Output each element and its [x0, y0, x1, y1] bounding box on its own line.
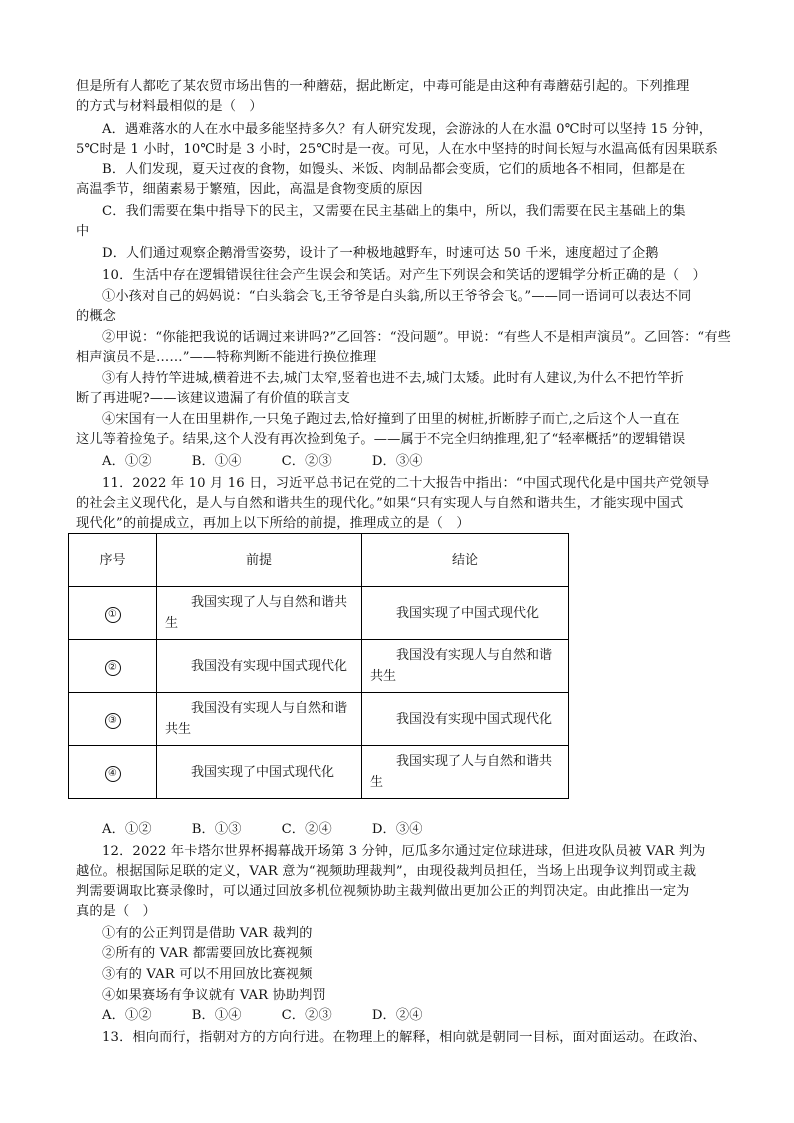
- option-b: B．人们发现，夏天过夜的食物，如馒头、米饭、肉制品都会变质，它们的质地各不相同，但都是在: [102, 162, 686, 177]
- row-premise: 我国实现了人与自然和谐共生: [157, 587, 362, 640]
- text-line: 但是所有人都吃了某农贸市场出售的一种蘑菇，据此断定，中毒可能是由这种有毒蘑菇引起的。下列推理: [76, 79, 690, 94]
- row-number: ④: [69, 746, 157, 799]
- row-number: ②: [69, 640, 157, 693]
- text-line: 相声演员不是……”——特称判断不能进行换位推理: [76, 350, 377, 365]
- text-line: 判需要调取比赛录像时，可以通过回放多机位视频协助主裁判做出更加公正的判罚决定。由此推出一定为: [76, 884, 690, 899]
- premise-conclusion-table: [68, 533, 569, 799]
- text-line: 越位。根据国际足联的定义，VAR 意为“视频助理裁判”，由现役裁判员担任，当场上出现争议判罚或主裁: [76, 864, 697, 879]
- question-10: 10．生活中存在逻辑错误往往会产生误会和笑话。对产生下列误会和笑话的逻辑学分析正确的是（ ）: [102, 268, 706, 283]
- item-2: ②所有的 VAR 都需要回放比赛视频: [102, 946, 313, 961]
- question-12: 12．2022 年卡塔尔世界杯揭幕战开场第 3 分钟，厄瓜多尔通过定位球进球，但进攻队员被 VAR 判为: [102, 844, 706, 859]
- text-line: 中: [76, 224, 90, 239]
- text-line: 的概念: [76, 309, 117, 324]
- table-row: [69, 640, 569, 693]
- text-line: 的社会主义现代化，是人与自然和谐共生的现代化。”如果“只有实现人与自然和谐共生，才能实现中国式: [76, 496, 684, 511]
- item-4: ④宋国有一人在田里耕作,一只兔子跑过去,恰好撞到了田里的树桩,折断脖子而亡,之后这个人一直在: [102, 412, 680, 427]
- option-c: C．我们需要在集中指导下的民主，又需要在民主基础上的集中，所以，我们需要在民主基础上的集: [102, 204, 686, 219]
- row-number: ①: [69, 587, 157, 640]
- answer-options-10: A．①② B．①④ C．②③ D．③④: [102, 454, 423, 469]
- table-header-row: [69, 534, 569, 587]
- text-line: 的方式与材料最相似的是（ ）: [76, 99, 263, 114]
- question-11: 11．2022 年 10 月 16 日，习近平总书记在党的二十大报告中指出：“中国式现代化是中国共产党领导: [102, 476, 710, 491]
- header-conclusion: 结论: [362, 534, 569, 587]
- row-conclusion: 我国没有实现中国式现代化: [362, 693, 569, 746]
- table-row: [69, 693, 569, 746]
- answer-options-12: A．①② B．①④ C．②③ D．②④: [102, 1008, 423, 1023]
- table-row: [69, 746, 569, 799]
- row-premise: 我国实现了中国式现代化: [157, 746, 362, 799]
- text-line: 高温季节，细菌素易于繁殖，因此，高温是食物变质的原因: [76, 182, 423, 197]
- row-premise: 我国没有实现中国式现代化: [157, 640, 362, 693]
- item-4: ④如果赛场有争议就有 VAR 协助判罚: [102, 988, 326, 1003]
- text-line: 这儿等着捡兔子。结果,这个人没有再次捡到兔子。——属于不完全归纳推理,犯了“轻率概括”的逻辑错误: [76, 432, 686, 447]
- item-3: ③有的 VAR 可以不用回放比赛视频: [102, 967, 313, 982]
- row-premise: 我国没有实现人与自然和谐共生: [157, 693, 362, 746]
- header-premise: 前提: [157, 534, 362, 587]
- answer-options-11: A．①② B．①③ C．②④ D．③④: [102, 822, 423, 837]
- question-13: 13．相向而行，指朝对方的方向行进。在物理上的解释，相向就是朝同一目标，面对面运动。在政治、: [102, 1030, 706, 1045]
- text-line: 真的是（ ）: [76, 904, 157, 919]
- item-1: ①有的公正判罚是借助 VAR 裁判的: [102, 926, 313, 941]
- text-line: 5℃时是 1 小时，10℃时是 3 小时，25℃时是一夜。可见，人在水中坚持的时间长短与水温高低有因果联系: [76, 142, 719, 157]
- item-1: ①小孩对自己的妈妈说：“白头翁会飞,王爷爷是白头翁,所以王爷爷会飞。”——同一语词可以表达不同: [102, 289, 692, 304]
- text-line: 断了再进呢?——该建议遗漏了有价值的联言支: [76, 391, 350, 406]
- row-conclusion: 我国实现了中国式现代化: [362, 587, 569, 640]
- item-2: ②甲说：“你能把我说的话调过来讲吗?”乙回答：“没问题”。甲说：“有些人不是相声演员”。乙回答：“有些: [102, 330, 731, 345]
- option-d: D．人们通过观察企鹅滑雪姿势，设计了一种极地越野车，时速可达 50 千米，速度超过了企鹅: [102, 246, 659, 261]
- text-line: 现代化”的前提成立，再加上以下所给的前提，推理成立的是（ ）: [76, 516, 470, 531]
- item-3: ③有人持竹竿进城,横着进不去,城门太窄,竖着也进不去,城门太矮。此时有人建议,为什么不把竹竿折: [102, 371, 684, 386]
- table-row: [69, 587, 569, 640]
- header-number: 序号: [69, 534, 157, 587]
- row-conclusion: 我国没有实现人与自然和谐共生: [362, 640, 569, 693]
- option-a: A．遇难落水的人在水中最多能坚持多久？有人研究发现，会游泳的人在水温 0℃时可以坚持 15 分钟，: [102, 122, 713, 137]
- row-number: ③: [69, 693, 157, 746]
- row-conclusion: 我国实现了人与自然和谐共生: [362, 746, 569, 799]
